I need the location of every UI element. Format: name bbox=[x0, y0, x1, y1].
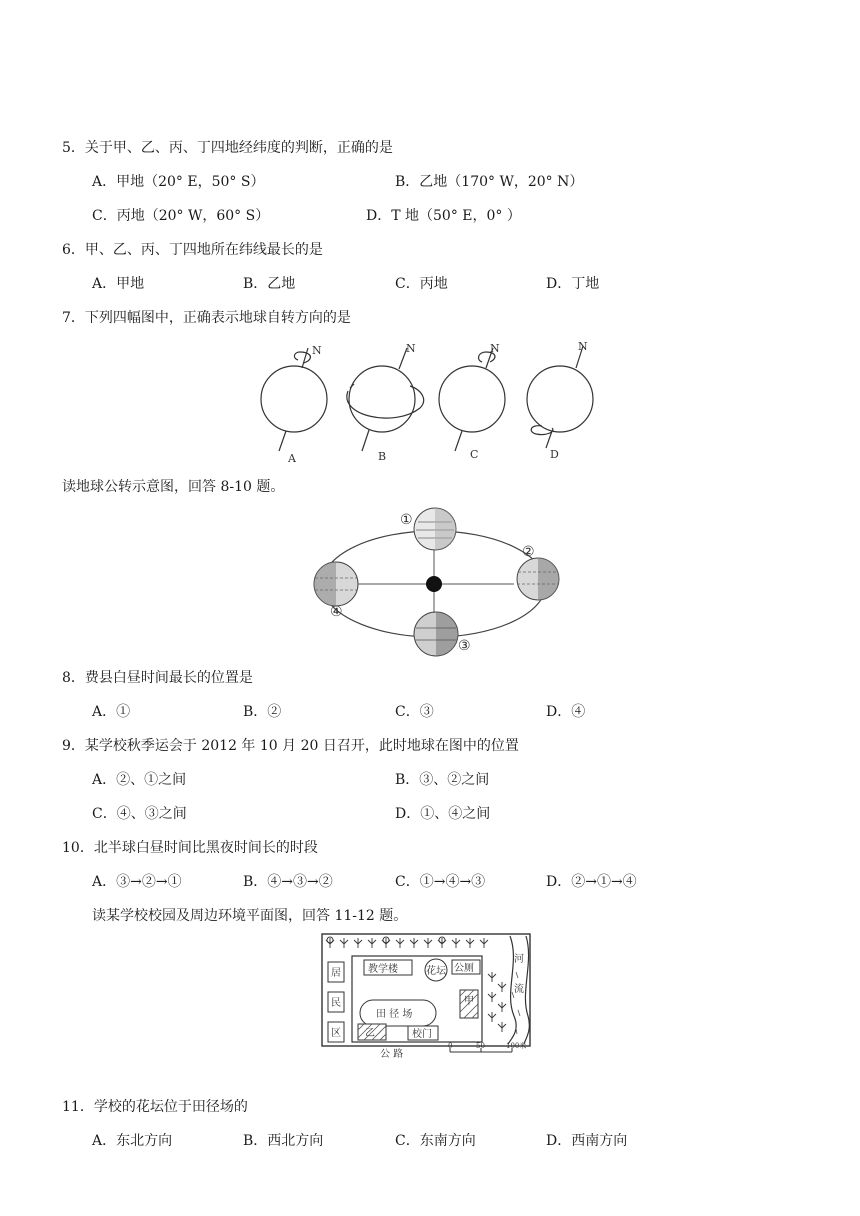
q11-option-d: D．西南方向 bbox=[546, 1133, 628, 1149]
q11-option-b: B．西北方向 bbox=[243, 1133, 324, 1149]
q7-stem: 7．下列四幅图中，正确表示地球自转方向的是 bbox=[62, 310, 351, 326]
q5-stem: 5．关于甲、乙、丙、丁四地经纬度的判断，正确的是 bbox=[62, 140, 393, 156]
intro-8-10: 读地球公转示意图，回答 8-10 题。 bbox=[62, 479, 285, 495]
residential-char-2: 民 bbox=[331, 998, 341, 1009]
q10-option-b: B．④→③→② bbox=[243, 874, 333, 890]
orbit-label-3: ③ bbox=[458, 638, 471, 654]
gate-label: 校门 bbox=[412, 1029, 432, 1040]
q6-stem: 6．甲、乙、丙、丁四地所在纬线最长的是 bbox=[62, 242, 323, 258]
q8-stem: 8．费县白昼时间最长的位置是 bbox=[62, 670, 253, 686]
north-label-a: N bbox=[312, 344, 322, 357]
q8-option-c: C．③ bbox=[395, 704, 434, 720]
q5-option-b: B．乙地（170° W，20° N） bbox=[395, 174, 584, 190]
q10-option-d: D．②→①→④ bbox=[546, 874, 637, 890]
q5-option-d: D．T 地（50° E，0° ） bbox=[366, 208, 521, 224]
residential-char-3: 区 bbox=[331, 1028, 341, 1039]
jia-label: 甲 bbox=[464, 996, 474, 1007]
track-field-label: 田 径 场 bbox=[376, 1009, 413, 1020]
q11-stem: 11．学校的花坛位于田径场的 bbox=[62, 1099, 248, 1115]
earth-position-3 bbox=[414, 612, 458, 656]
q10-option-a: A．③→②→① bbox=[92, 874, 182, 890]
q9-option-a: A．②、①之间 bbox=[92, 772, 187, 788]
q9-stem: 9．某学校秋季运会于 2012 年 10 月 20 日召开，此时地球在图中的位置 bbox=[62, 738, 519, 754]
q8-option-a: A．① bbox=[92, 704, 131, 720]
globe-a bbox=[261, 348, 327, 451]
q8-option-d: D．④ bbox=[546, 704, 586, 720]
globe-d bbox=[527, 346, 593, 448]
q11-option-c: C．东南方向 bbox=[395, 1133, 476, 1149]
north-label-c: N bbox=[490, 342, 500, 355]
q9-option-b: B．③、②之间 bbox=[395, 772, 490, 788]
q5-option-c: C．丙地（20° W，60° S） bbox=[92, 208, 270, 224]
orbit-label-4: ④ bbox=[330, 604, 343, 620]
label-a: A bbox=[288, 452, 296, 464]
yi-label: 乙 bbox=[365, 1028, 375, 1039]
globe-b bbox=[347, 348, 424, 451]
q6-option-c: C．丙地 bbox=[395, 276, 448, 292]
q6-option-a: A．甲地 bbox=[92, 276, 145, 292]
earth-position-4 bbox=[314, 562, 358, 606]
label-c: C bbox=[470, 448, 479, 461]
q6-option-b: B．乙地 bbox=[243, 276, 296, 292]
q8-option-b: B．② bbox=[243, 704, 282, 720]
flower-bed-label: 花坛 bbox=[426, 966, 446, 977]
orbit-label-2: ② bbox=[522, 544, 535, 560]
q10-option-c: C．①→④→③ bbox=[395, 874, 486, 890]
scale-100: 100米 bbox=[506, 1042, 527, 1050]
river-char-1: 河 bbox=[514, 954, 524, 965]
earth-orbit-figure bbox=[300, 502, 570, 664]
scale-50: 50 bbox=[476, 1042, 485, 1050]
label-d: D bbox=[550, 448, 559, 461]
toilet-label: 公厕 bbox=[454, 963, 474, 974]
north-label-b: N bbox=[406, 342, 416, 355]
orbit-label-1: ① bbox=[400, 512, 413, 528]
earth-position-2 bbox=[517, 558, 559, 600]
label-b: B bbox=[378, 450, 387, 463]
campus-map bbox=[320, 932, 534, 1060]
scale-0: 0 bbox=[448, 1042, 453, 1050]
teaching-building-label: 教学楼 bbox=[368, 964, 398, 975]
q11-option-a: A．东北方向 bbox=[92, 1133, 173, 1149]
river-char-2: 流 bbox=[514, 984, 524, 995]
q6-option-d: D．丁地 bbox=[546, 276, 600, 292]
intro-11-12: 读某学校校园及周边环境平面图，回答 11-12 题。 bbox=[92, 908, 408, 924]
north-label-d: N bbox=[578, 340, 588, 353]
residential-char-1: 居 bbox=[331, 968, 341, 979]
q10-stem: 10．北半球白昼时间比黑夜时间长的时段 bbox=[62, 840, 318, 856]
q9-option-c: C．④、③之间 bbox=[92, 806, 187, 822]
globe-c bbox=[439, 348, 505, 451]
earth-position-1 bbox=[414, 508, 456, 550]
q9-option-d: D．①、④之间 bbox=[395, 806, 491, 822]
road-label: 公 路 bbox=[380, 1049, 404, 1060]
earth-rotation-figure bbox=[250, 336, 610, 464]
sun-icon bbox=[426, 576, 442, 592]
q5-option-a: A．甲地（20° E，50° S） bbox=[92, 174, 265, 190]
